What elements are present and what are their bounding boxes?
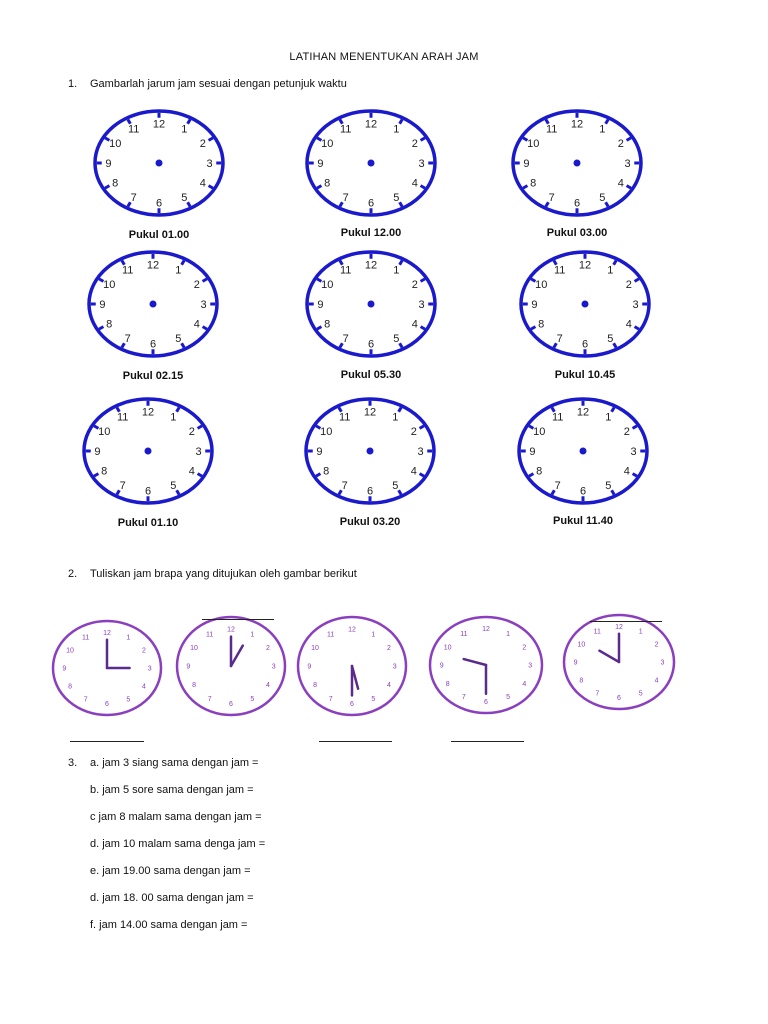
clock-numeral: 11 <box>122 264 134 277</box>
clock-numeral: 11 <box>460 630 468 638</box>
q3-item-c: c jam 8 malam sama dengan jam = <box>90 811 262 823</box>
q1-clock-face[interactable] <box>302 247 440 361</box>
clock-numeral: 8 <box>101 465 108 478</box>
clock-numeral: 9 <box>105 157 112 170</box>
clock-numeral: 1 <box>181 123 188 136</box>
answer-blank-3[interactable] <box>319 741 392 742</box>
clock-numeral: 10 <box>535 279 548 292</box>
clock-numeral: 2 <box>188 426 195 439</box>
clock-numeral: 1 <box>607 264 614 277</box>
worksheet-title: LATIHAN MENENTUKAN ARAH JAM <box>289 51 479 63</box>
q3-item-a: a. jam 3 siang sama dengan jam = <box>90 757 259 769</box>
clock-numeral: 8 <box>324 177 331 190</box>
clock-numeral: 12 <box>227 626 235 634</box>
clock-numeral: 5 <box>170 480 177 493</box>
clock-numeral: 10 <box>443 644 452 652</box>
center-dot <box>145 448 152 455</box>
q3-item-f: f. jam 14.00 sama dengan jam = <box>90 919 248 931</box>
clock-numeral: 12 <box>348 626 356 634</box>
clock-numeral: 11 <box>339 411 351 424</box>
clock-numeral: 1 <box>371 631 376 639</box>
q2-clock-face <box>425 612 547 718</box>
clock-numeral: 2 <box>386 644 391 652</box>
clock-numeral: 7 <box>548 192 555 205</box>
clock-numeral: 3 <box>528 662 533 670</box>
clock-numeral: 4 <box>411 318 418 331</box>
clock-numeral: 1 <box>392 411 399 424</box>
clock-numeral: 3 <box>147 665 152 673</box>
clock-numeral: 6 <box>229 700 233 708</box>
center-dot <box>368 301 375 308</box>
clock-numeral: 3 <box>624 157 631 170</box>
q1-clock-face[interactable] <box>508 106 646 220</box>
center-dot <box>150 301 157 308</box>
clock-numeral: 1 <box>393 123 400 136</box>
clock-numeral: 10 <box>109 138 122 151</box>
clock-numeral: 6 <box>350 700 354 708</box>
clock-numeral: 11 <box>593 628 601 636</box>
clock-numeral: 1 <box>126 634 131 642</box>
clock-numeral: 10 <box>98 426 111 439</box>
clock-numeral: 7 <box>130 192 137 205</box>
clock-numeral: 9 <box>439 662 444 670</box>
clock-numeral: 7 <box>595 690 600 698</box>
clock-numeral: 5 <box>599 192 606 205</box>
clock-numeral: 11 <box>128 123 140 136</box>
q1-clock-face[interactable] <box>516 247 654 361</box>
clock-numeral: 4 <box>193 318 200 331</box>
clock-numeral: 6 <box>617 695 621 703</box>
clock-numeral: 8 <box>68 683 73 691</box>
clock-numeral: 9 <box>531 298 538 311</box>
clock-numeral: 8 <box>112 177 119 190</box>
clock-numeral: 11 <box>117 411 129 424</box>
clock-numeral: 5 <box>506 694 511 702</box>
q3-item-d2: d. jam 18. 00 sama dengan jam = <box>90 892 254 904</box>
clock-numeral: 4 <box>411 177 418 190</box>
clock-numeral: 12 <box>146 259 160 272</box>
q1-clock-caption: Pukul 03.00 <box>546 227 608 239</box>
clock-numeral: 5 <box>607 333 614 346</box>
answer-blank-2[interactable] <box>202 619 274 620</box>
center-dot <box>156 160 163 167</box>
q1-clock-face[interactable] <box>514 394 652 508</box>
clock-numeral: 4 <box>141 683 146 691</box>
q2-clock-face <box>48 616 166 720</box>
clock-numeral: 5 <box>181 192 188 205</box>
clock-numeral: 7 <box>119 480 126 493</box>
clock-numeral: 4 <box>199 177 206 190</box>
clock-numeral: 11 <box>554 264 566 277</box>
q1-instruction: Gambarlah jarum jam sesuai dengan petunjuk waktu <box>90 78 347 90</box>
q1-clock-caption: Pukul 01.00 <box>128 229 190 241</box>
q2-clock-face <box>172 612 290 720</box>
clock-numeral: 8 <box>106 318 113 331</box>
clock-numeral: 8 <box>192 682 197 690</box>
answer-blank-1[interactable] <box>70 741 144 742</box>
clock-numeral: 3 <box>660 659 665 667</box>
q3-item-e: e. jam 19.00 sama dengan jam = <box>90 865 251 877</box>
clock-numeral: 12 <box>103 629 111 637</box>
clock-numeral: 2 <box>193 279 200 292</box>
clock-numeral: 9 <box>62 665 67 673</box>
clock-numeral: 3 <box>417 445 424 458</box>
clock-numeral: 10 <box>321 138 334 151</box>
q1-clock-face[interactable] <box>90 106 228 220</box>
clock-numeral: 8 <box>538 318 545 331</box>
clock-numeral: 10 <box>320 426 333 439</box>
clock-numeral: 8 <box>313 682 318 690</box>
clock-numeral: 9 <box>307 663 312 671</box>
clock-numeral: 9 <box>529 445 536 458</box>
clock-numeral: 3 <box>206 157 213 170</box>
clock-numeral: 11 <box>82 634 90 642</box>
clock-numeral: 6 <box>149 338 157 351</box>
q1-number: 1. <box>68 78 78 90</box>
clock-numeral: 12 <box>364 118 378 131</box>
clock-numeral: 9 <box>317 157 324 170</box>
clock-numeral: 2 <box>623 426 630 439</box>
clock-numeral: 3 <box>195 445 202 458</box>
q2-clock-face <box>293 612 411 720</box>
clock-numeral: 5 <box>638 690 643 698</box>
clock-numeral: 10 <box>527 138 540 151</box>
q1-clock-caption: Pukul 11.40 <box>553 515 613 527</box>
q1-clock-face[interactable] <box>79 394 217 508</box>
clock-numeral: 11 <box>206 631 214 639</box>
clock-numeral: 9 <box>523 157 530 170</box>
clock-numeral: 12 <box>141 406 155 419</box>
clock-numeral: 4 <box>265 682 270 690</box>
clock-numeral: 5 <box>393 333 400 346</box>
clock-numeral: 3 <box>630 445 637 458</box>
clock-numeral: 10 <box>321 279 334 292</box>
clock-numeral: 9 <box>317 298 324 311</box>
center-dot <box>574 160 581 167</box>
clock-numeral: 2 <box>265 644 270 652</box>
clock-numeral: 9 <box>316 445 323 458</box>
q3-item-d: d. jam 10 malam sama denga jam = <box>90 838 266 850</box>
clock-numeral: 10 <box>66 647 74 655</box>
clock-numeral: 12 <box>364 259 378 272</box>
clock-numeral: 6 <box>484 699 488 706</box>
center-dot <box>367 448 374 455</box>
clock-numeral: 8 <box>579 677 584 685</box>
clock-numeral: 8 <box>530 177 537 190</box>
clock-numeral: 3 <box>200 298 207 311</box>
clock-numeral: 2 <box>654 641 659 649</box>
clock-numeral: 9 <box>573 659 578 667</box>
clock-numeral: 9 <box>99 298 106 311</box>
q2-instruction: Tuliskan jam brapa yang ditujukan oleh gambar berikut <box>90 568 357 580</box>
clock-numeral: 9 <box>94 445 101 458</box>
clock-numeral: 10 <box>533 426 546 439</box>
clock-numeral: 4 <box>617 177 624 190</box>
answer-blank-5[interactable] <box>590 621 662 622</box>
clock-numeral: 1 <box>506 630 511 638</box>
clock-numeral: 4 <box>522 680 527 688</box>
clock-numeral: 11 <box>546 123 558 136</box>
clock-numeral: 2 <box>522 644 527 652</box>
clock-numeral: 6 <box>144 485 152 498</box>
clock-numeral: 1 <box>393 264 400 277</box>
clock-numeral: 5 <box>175 333 182 346</box>
clock-numeral: 7 <box>461 694 466 702</box>
center-dot <box>582 301 589 308</box>
clock-numeral: 4 <box>625 318 632 331</box>
clock-numeral: 8 <box>536 465 543 478</box>
answer-blank-4[interactable] <box>451 741 524 742</box>
clock-numeral: 1 <box>638 628 643 636</box>
clock-numeral: 7 <box>342 192 349 205</box>
q2-clock-face <box>559 610 679 714</box>
clock-numeral: 1 <box>250 631 255 639</box>
clock-numeral: 7 <box>83 696 88 704</box>
clock-numeral: 3 <box>271 663 276 671</box>
clock-numeral: 12 <box>576 406 590 419</box>
clock-numeral: 6 <box>367 197 375 210</box>
clock-numeral: 5 <box>393 192 400 205</box>
q1-clock-caption: Pukul 03.20 <box>339 516 401 528</box>
clock-numeral: 11 <box>340 123 352 136</box>
q1-clock-caption: Pukul 10.45 <box>554 369 616 381</box>
clock-numeral: 12 <box>578 259 592 272</box>
clock-numeral: 4 <box>410 465 417 478</box>
clock-numeral: 4 <box>623 465 630 478</box>
clock-numeral: 7 <box>556 333 563 346</box>
clock-numeral: 7 <box>207 695 212 703</box>
clock-numeral: 1 <box>599 123 606 136</box>
clock-numeral: 3 <box>418 298 425 311</box>
clock-numeral: 6 <box>366 485 374 498</box>
clock-numeral: 6 <box>155 197 163 210</box>
clock-numeral: 6 <box>573 197 581 210</box>
clock-numeral: 1 <box>605 411 612 424</box>
clock-numeral: 7 <box>328 695 333 703</box>
q1-clock-caption: Pukul 02.15 <box>122 370 184 382</box>
clock-numeral: 2 <box>617 138 624 151</box>
clock-numeral: 5 <box>126 696 131 704</box>
clock-numeral: 8 <box>324 318 331 331</box>
clock-numeral: 3 <box>392 663 397 671</box>
clock-numeral: 2 <box>411 138 418 151</box>
center-dot <box>580 448 587 455</box>
clock-numeral: 7 <box>554 480 561 493</box>
clock-numeral: 11 <box>340 264 352 277</box>
clock-numeral: 6 <box>105 701 109 709</box>
center-dot <box>368 160 375 167</box>
q1-clock-caption: Pukul 12.00 <box>340 227 402 239</box>
clock-numeral: 6 <box>581 338 589 351</box>
clock-numeral: 10 <box>103 279 116 292</box>
clock-numeral: 5 <box>250 695 255 703</box>
clock-numeral: 3 <box>632 298 639 311</box>
clock-numeral: 10 <box>190 644 198 652</box>
q2-number: 2. <box>68 568 78 580</box>
clock-numeral: 6 <box>367 338 375 351</box>
clock-numeral: 8 <box>445 680 450 688</box>
clock-numeral: 10 <box>577 641 586 649</box>
clock-numeral: 11 <box>552 411 564 424</box>
clock-numeral: 2 <box>141 647 146 655</box>
q3-number: 3. <box>68 757 78 769</box>
q1-clock-face[interactable] <box>301 394 439 508</box>
clock-numeral: 12 <box>152 118 166 131</box>
clock-numeral: 12 <box>482 626 490 634</box>
clock-numeral: 7 <box>124 333 131 346</box>
q1-clock-face[interactable] <box>302 106 440 220</box>
q1-clock-face[interactable] <box>84 247 222 361</box>
clock-numeral: 11 <box>327 631 335 639</box>
clock-numeral: 8 <box>323 465 330 478</box>
clock-numeral: 12 <box>570 118 584 131</box>
clock-numeral: 7 <box>341 480 348 493</box>
clock-numeral: 5 <box>392 480 399 493</box>
q3-item-b: b. jam 5 sore sama dengan jam = <box>90 784 254 796</box>
clock-numeral: 12 <box>363 406 377 419</box>
clock-numeral: 4 <box>188 465 195 478</box>
clock-numeral: 6 <box>579 485 587 498</box>
clock-numeral: 7 <box>342 333 349 346</box>
clock-numeral: 2 <box>411 279 418 292</box>
q1-clock-caption: Pukul 01.10 <box>117 517 179 529</box>
clock-numeral: 5 <box>605 480 612 493</box>
clock-numeral: 9 <box>186 663 191 671</box>
clock-numeral: 5 <box>371 695 376 703</box>
clock-numeral: 2 <box>410 426 417 439</box>
clock-numeral: 2 <box>625 279 632 292</box>
clock-numeral: 4 <box>654 677 659 685</box>
clock-numeral: 12 <box>615 623 623 631</box>
q1-clock-caption: Pukul 05.30 <box>340 369 402 381</box>
clock-numeral: 1 <box>175 264 182 277</box>
clock-numeral: 3 <box>418 157 425 170</box>
clock-numeral: 2 <box>199 138 206 151</box>
clock-numeral: 1 <box>170 411 177 424</box>
clock-numeral: 4 <box>386 682 391 690</box>
clock-numeral: 10 <box>311 644 319 652</box>
